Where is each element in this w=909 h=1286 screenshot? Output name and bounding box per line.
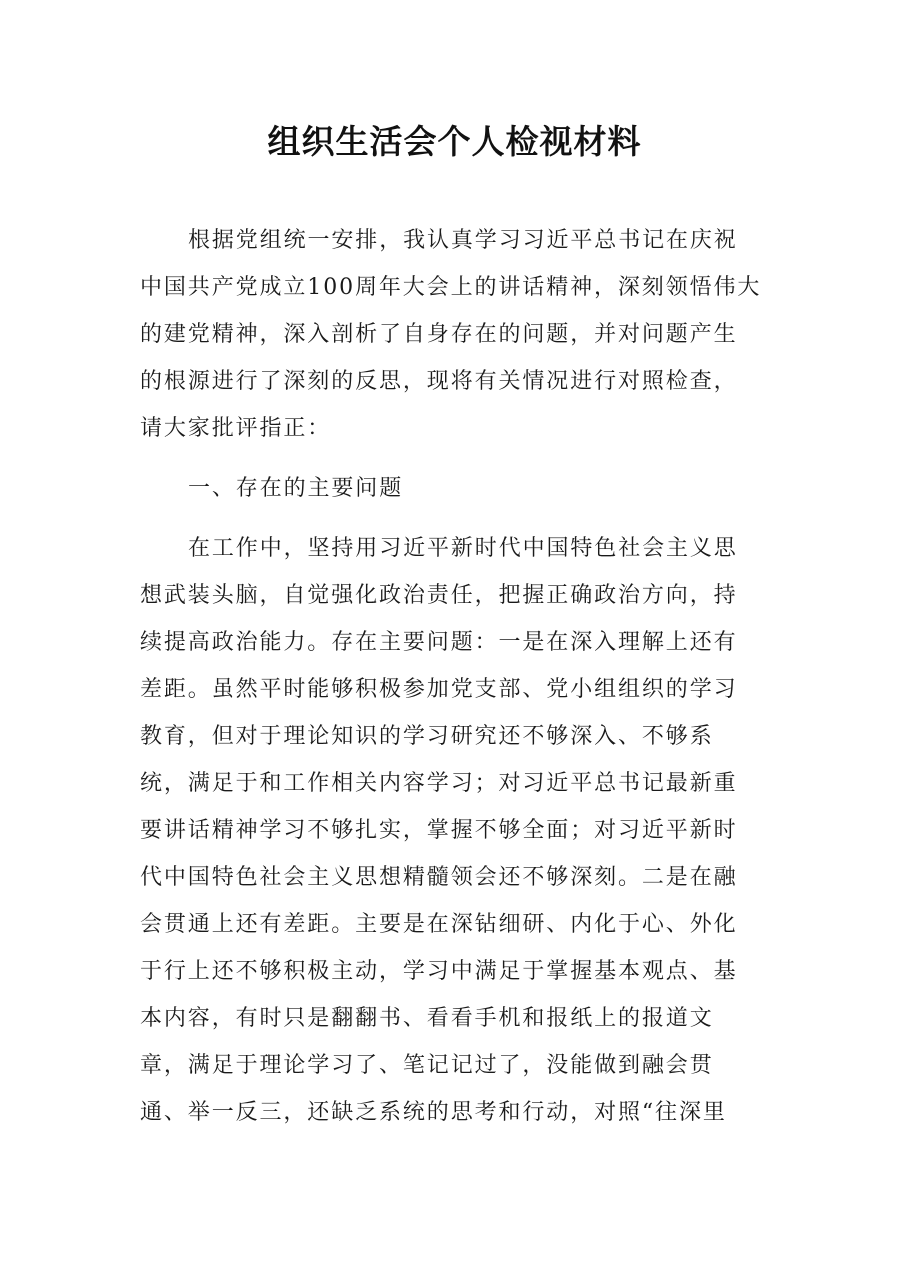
paragraph-line: 差距。虽然平时能够积极参加党支部、党小组组织的学习 (140, 677, 738, 702)
paragraph-line: 续提高政治能力。存在主要问题：一是在深入理解上还有 (140, 630, 738, 655)
paragraph-line: 章，满足于理论学习了、笔记记过了，没能做到融会贯 (140, 1053, 714, 1078)
paragraph-line: 教育，但对于理论知识的学习研究还不够深入、不够系 (140, 724, 714, 749)
paragraph-line: 想武装头脑，自觉强化政治责任，把握正确政治方向，持 (140, 583, 738, 608)
paragraph-line: 的根源进行了深刻的反思，现将有关情况进行对照检查， (140, 369, 738, 394)
paragraph-line: 请大家批评指正： (140, 416, 332, 441)
paragraph-line: 在工作中，坚持用习近平新时代中国特色社会主义思 (188, 536, 738, 561)
paragraph-line: 中国共产党成立100周年大会上的讲话精神，深刻领悟伟大 (140, 275, 762, 300)
section-heading: 一、存在的主要问题 (188, 476, 404, 501)
paragraph-line: 于行上还不够积极主动，学习中满足于掌握基本观点、基 (140, 959, 738, 984)
paragraph-line: 本内容，有时只是翻翻书、看看手机和报纸上的报道文 (140, 1006, 714, 1031)
paragraph-line: 根据党组统一安排，我认真学习习近平总书记在庆祝 (188, 228, 738, 253)
paragraph-line: 会贯通上还有差距。主要是在深钻细研、内化于心、外化 (140, 912, 738, 937)
paragraph-line: 代中国特色社会主义思想精髓领会还不够深刻。二是在融 (140, 865, 738, 890)
document-title: 组织生活会个人检视材料 (267, 122, 642, 161)
paragraph-line: 的建党精神，深入剖析了自身存在的问题，并对问题产生 (140, 322, 738, 347)
paragraph-line: 通、举一反三，还缺乏系统的思考和行动，对照“往深里 (140, 1100, 727, 1125)
paragraph-line: 统，满足于和工作相关内容学习；对习近平总书记最新重 (140, 771, 738, 796)
paragraph-line: 要讲话精神学习不够扎实，掌握不够全面；对习近平新时 (140, 818, 738, 843)
